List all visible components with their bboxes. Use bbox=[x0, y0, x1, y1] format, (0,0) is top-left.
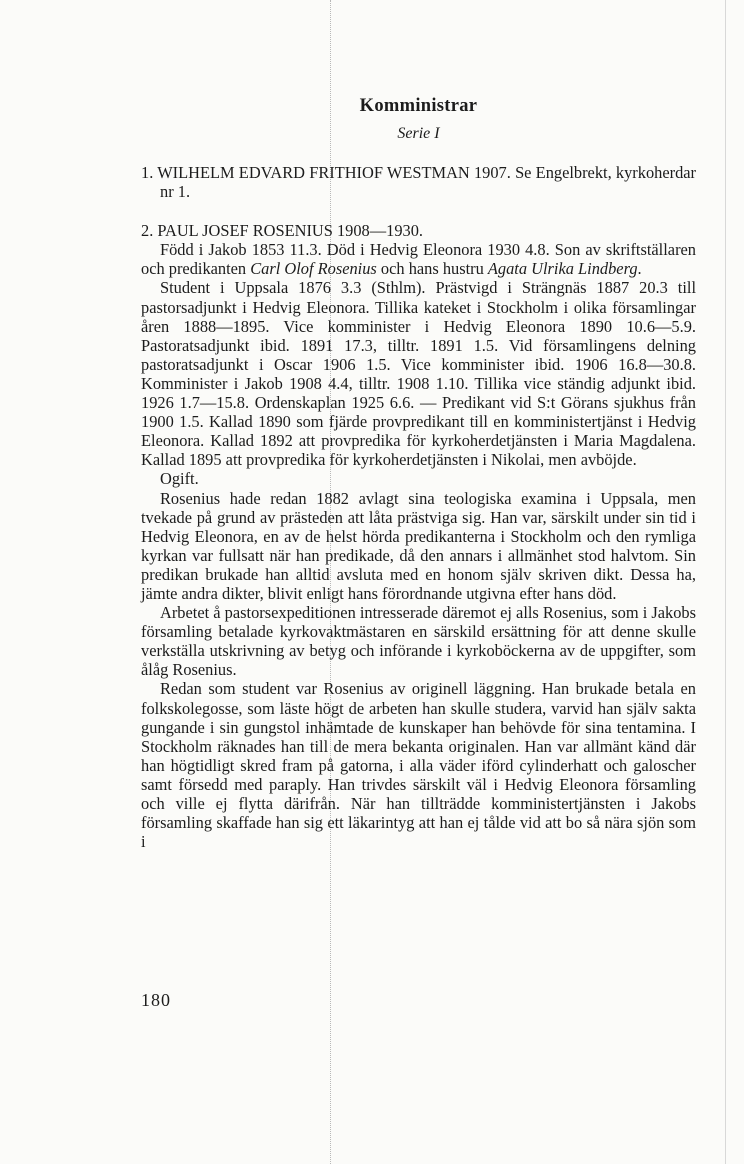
entry-2-heading: 2. PAUL JOSEF ROSENIUS 1908—1930. bbox=[141, 221, 424, 241]
entry-2-paragraph-3: Redan som student var Rosenius av originell läggning. Han brukade betala en folkskolegosse, som läste högt de arbeten han skulle studera, varvid han själv sakta gungande i sin gungstol inhämtade de kunskaper han behövde för sina tentamina. I Stockholm räknades han till de mera bekanta originalen. Han var allmänt känd där han högtidligt skred fram på gatorna, i alla väder iförd cylinderhatt och galoscher samt försedd med paraply. Han trivdes särskilt väl i Hedvig Eleonora församling och ville ej flytta därifrån. När han tillträdde komministertjänsten i Jakobs församling skaffade han sig ett läkarintyg att han ej tålde vid att bo så nära sjön som i bbox=[141, 679, 696, 852]
mother-name: Agata Ulrika Lindberg bbox=[487, 259, 638, 279]
entry-2-paragraph-1: Rosenius hade redan 1882 avlagt sina teologiska examina i Uppsala, men tvekade på grund av prästeden att låta prästviga sig. Han var, särskilt under sin tid i Hedvig Eleonora, en av de helst hörda predikanterna i Stockholm och den rymliga kyrkan var fullsatt när han predikade, då den annars i allmänhet stod halvtom. Sin predikan brukade han alltid avsluta med en honom själv skriven dikt. Dessa ha, jämte andra dikter, blivit enligt hans förordnande utgivna efter hans död. bbox=[141, 488, 696, 603]
series-label: Serie I bbox=[397, 125, 440, 142]
entry-1: 1. WILHELM EDVARD FRITHIOF WESTMAN 1907. Se Engelbrekt, kyrkoherdar nr 1. bbox=[141, 163, 696, 202]
birth-text-c: . bbox=[637, 259, 642, 279]
page-number: 180 bbox=[141, 990, 171, 1010]
page-title: Komministrar bbox=[359, 96, 478, 116]
birth-text-a: Född i Jakob 1853 11.3. Död i Hedvig Eleonora 1930 4.8. Son av skriftställaren och predikanten bbox=[141, 240, 696, 279]
father-name: Carl Olof Rosenius bbox=[250, 259, 377, 279]
entry-2-career: Student i Uppsala 1876 3.3 (Sthlm). Prästvigd i Strängnäs 1887 20.3 till pastorsadjunkt i Hedvig Eleonora. Tillika kateket i Stockholm i olika församlingar åren 1888—1895. Vice komminister i Hedvig Eleonora 1890 10.6—5.9. Pastoratsadjunkt ibid. 1891 17.3, tilltr. 1891 1.5. Vid församlingens delning pastoratsadjunkt i Oscar 1906 1.5. Vice komminister ibid. 1906 16.8—30.8. Komminister i Jakob 1908 4.4, tilltr. 1908 1.10. Tillika vice ständig adjunkt ibid. 1926 1.7—15.8. Ordenskaplan 1925 6.6. — Predikant vid S:t Görans sjukhus från 1900 1.5. Kallad 1890 som fjärde provpredikant till en komministertjänst i Hedvig Eleonora. Kallad 1892 att provpredika för kyrkoherdetjänsten i Maria Magdalena. Kallad 1895 att provpredika för kyrkoherdetjänsten i Nikolai, men avböjde. bbox=[141, 278, 696, 470]
page-edge-line bbox=[725, 0, 726, 1164]
entry-spacer bbox=[141, 201, 696, 221]
birth-text-b: och hans hustru bbox=[376, 259, 488, 279]
entry-2-birth bbox=[141, 240, 696, 278]
entry-2-marital: Ogift. bbox=[160, 469, 199, 489]
document-page bbox=[141, 95, 696, 851]
entry-2-paragraph-2: Arbetet å pastorsexpeditionen intresserade däremot ej alls Rosenius, som i Jakobs församling betalade kyrkovaktmästaren en särskild ersättning för att denne skulle verkställa utskrivning av betyg och införande i kyrkoböckerna av de uppgifter, som ålåg Rosenius. bbox=[141, 603, 696, 680]
